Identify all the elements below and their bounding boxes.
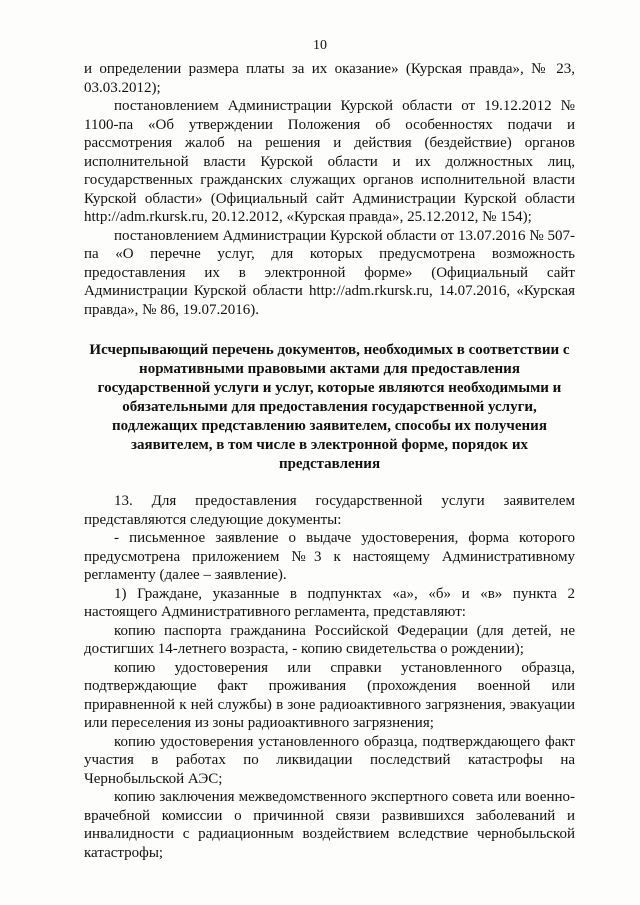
- document-body: [84, 60, 575, 862]
- paragraph-continuation: и определении размера платы за их оказание» (Курская правда», № 23, 03.03.2012);: [84, 61, 575, 96]
- paragraph-resolution-507: постановлением Администрации Курской области от 13.07.2016 № 507-па «О перечне услуг, для которых предусмотрена возможность предоставления их в электронной форме» (Официальный сайт Администрации Курской области http://adm.rkursk.ru, 14.07.2016, «Курская правда», № 86, 19.07.2016).: [84, 227, 575, 318]
- paragraph-subitem-1: 1) Граждане, указанные в подпунктах «а», «б» и «в» пункта 2 настоящего Административного регламента, представляют:: [84, 585, 575, 620]
- paragraph-medical-conclusion: копию заключения межведомственного экспертного совета или военно-врачебной комиссии о причинной связи развившихся заболеваний и инвалидности с радиационным воздействием вследствие чернобыльской катастрофы;: [84, 789, 575, 861]
- section-heading: Исчерпывающий перечень документов, необходимых в соответствии с нормативными правовыми актами для предоставления государственной услуги и услуг, которые являются необходимыми и обязательными для предоставления государственной услуги, подлежащих представлению заявителем, способы их получения заявителем, в том числе в электронной форме, порядок их представления: [89, 342, 570, 472]
- paragraph-application: - письменное заявление о выдаче удостоверения, форма которого предусмотрена приложением №3 к настоящему Административному регламенту (далее – заявление).: [84, 530, 575, 583]
- paragraph-item-13: 13. Для предоставления государственной услуги заявителем представляются следующие документы:: [84, 493, 575, 528]
- paragraph-residence-certificate: копию удостоверения или справки установленного образца, подтверждающие факт проживания (прохождения военной или приравненной к ней службы) в зоне радиоактивного загрязнения, эвакуации или переселения из зоны радиоактивного загрязнения;: [84, 659, 575, 731]
- paragraph-liquidation-certificate: копию удостоверения установленного образца, подтверждающего факт участия в работах по ликвидации последствий катастрофы на Чернобыльской АЭС;: [84, 733, 575, 787]
- paragraph-passport-copy: копию паспорта гражданина Российской Федерации (для детей, не достигших 14-летнего возраста, - копию свидетельства о рождении);: [84, 622, 575, 657]
- page-number: 10: [313, 38, 327, 53]
- paragraph-resolution-1100: постановлением Администрации Курской области от 19.12.2012 № 1100-па «Об утверждении Положения об особенностях подачи и рассмотрения жалоб на решения и действия (бездействие) органов исполнительной власти Курской области и их должностных лиц, государственных гражданских служащих органов исполнительной власти Курской области» (Официальный сайт Администрации Курской области http://adm.rkursk.ru, 20.12.2012, «Курская правда», 25.12.2012, № 154);: [84, 98, 575, 225]
